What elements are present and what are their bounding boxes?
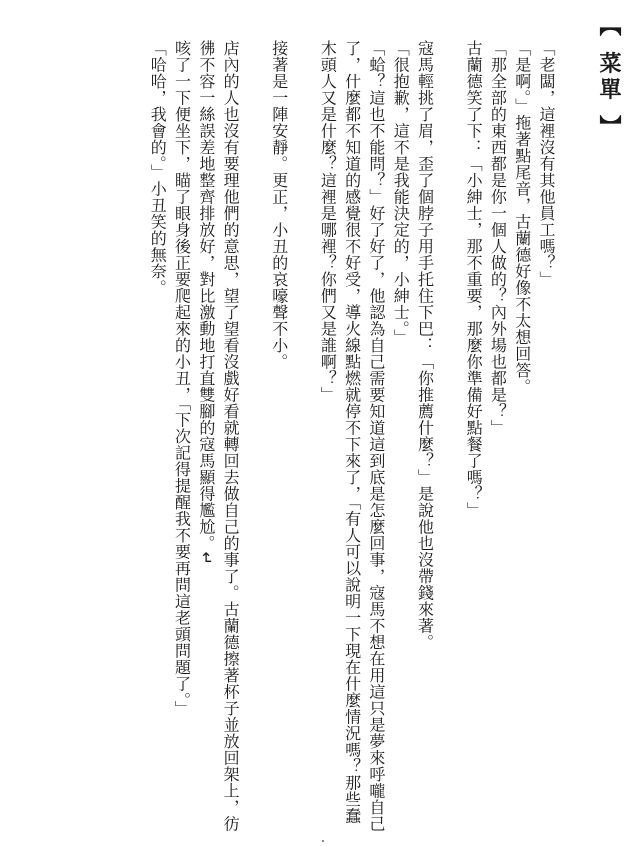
paragraph: 「哈哈，我會的。」小丑笑的無奈。 — [148, 40, 168, 296]
paragraph: 寇馬輕挑了眉，歪了個脖子用手托住下巴：「你推薦什麼？」是說他也沒帶錢來著。 — [415, 40, 435, 651]
paragraph: 「那全部的東西都是你一個人做的？內外場也都是？」 — [488, 40, 508, 436]
blank-line — [437, 40, 461, 840]
blank-line — [291, 40, 315, 840]
chapter-title: 【 菜單 】 — [596, 14, 621, 142]
paragraph: 「老闆，這裡沒有其他員工嗎？」 — [537, 40, 556, 288]
page-marker — [322, 840, 324, 842]
paragraph: 店內的人也沒有要理他們的意思，望了望看沒戲好看就轉回去做自己的事了。古蘭德擦著杯子並放回架上，彷彿不容一絲誤差地整齊排放好，對比激動地打直雙腳的寇馬顯得尷尬。↵ — [196, 40, 241, 832]
paragraph: 「是啊。」拖著點尾音，古蘭德好像不太想回答。 — [512, 40, 532, 395]
body-text — [145, 40, 558, 840]
blank-line — [242, 40, 266, 840]
paragraph: 咳了一下便坐下，瞄了眼身後正要爬起來的小丑，「下次記得提醒我不要再問這老頭問題了。」 — [172, 40, 192, 717]
paragraph: 「蛤？這也不能問？」好了好了，他認為自己需要知道這到底是怎麼回事，寇馬不想在用這只是夢來呼嚨自己了，什麼都不知道的感覺很不好受，導火線點燃就停不下來了，「有人可以說明一下現在什麼情況嗎？那些蠢木頭人又是什麼？這裡是哪裡？你們又是誰啊？」 — [318, 40, 386, 832]
paragraph: 接著是一陣安靜。更正，小丑的哀嚎聲不小。 — [269, 40, 289, 370]
paragraph: 「很抱歉，這不是我能決定的，小紳士。」 — [391, 40, 411, 346]
paragraph: 古蘭德笑了下：「小紳士，那不重要，那麼你準備好點餐了嗎？」 — [464, 40, 484, 519]
